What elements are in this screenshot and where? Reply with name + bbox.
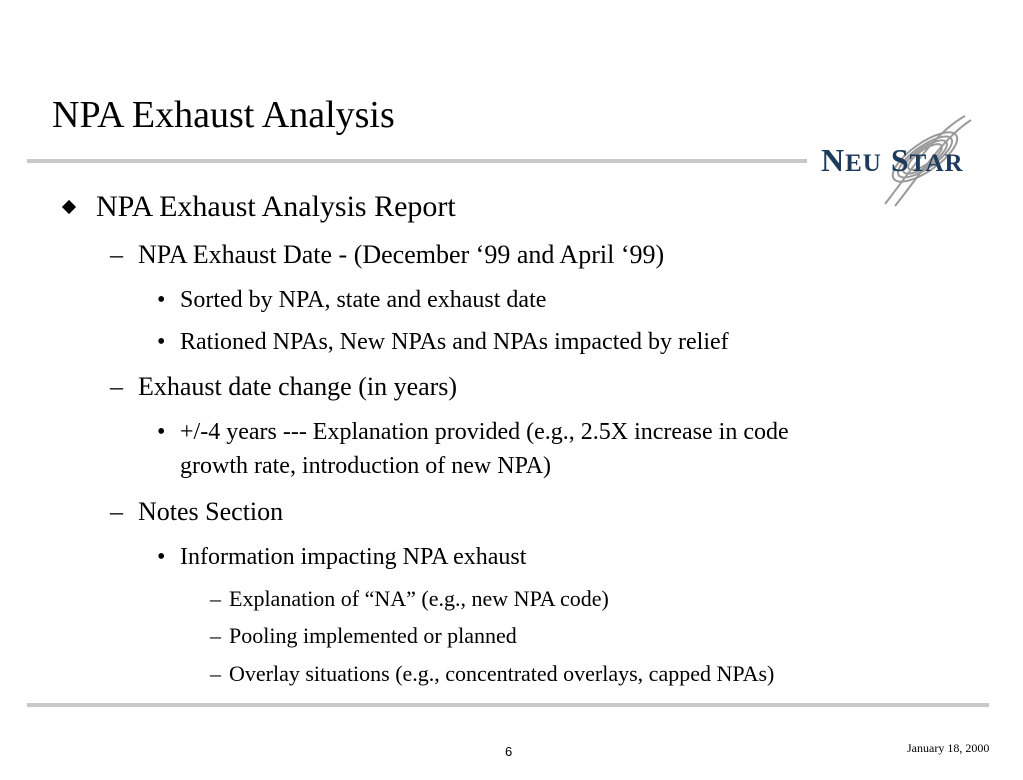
logo-wordmark: NEU STAR <box>821 142 964 178</box>
dash-marker: – <box>210 623 221 648</box>
dot-marker: • <box>157 419 166 445</box>
dash-marker: – <box>110 372 123 401</box>
dash-marker: – <box>110 497 123 526</box>
bullet-l3-years-line2: growth rate, introduction of new NPA) <box>180 453 552 479</box>
dot-marker: • <box>157 329 166 355</box>
bullet-l3-rationed: Rationed NPAs, New NPAs and NPAs impacted by relief <box>180 329 729 355</box>
bottom-divider <box>27 703 989 707</box>
dash-marker: – <box>210 661 221 686</box>
diamond-bullet-icon <box>62 200 76 214</box>
slide-title: NPA Exhaust Analysis <box>52 94 395 136</box>
top-divider <box>27 159 807 163</box>
bullet-l4-na: Explanation of “NA” (e.g., new NPA code) <box>229 586 609 611</box>
bullet-l1-report: NPA Exhaust Analysis Report <box>96 190 456 223</box>
dash-marker: – <box>110 240 123 269</box>
bullet-l2-exhaust-date: NPA Exhaust Date - (December ‘99 and April ‘99) <box>138 240 665 269</box>
bullet-l4-overlay: Overlay situations (e.g., concentrated overlays, capped NPAs) <box>229 661 775 686</box>
bullet-l3-sorted: Sorted by NPA, state and exhaust date <box>180 287 547 313</box>
bullet-l2-notes: Notes Section <box>138 497 284 526</box>
footer-date: January 18, 2000 <box>907 741 990 755</box>
bullet-l4-pooling: Pooling implemented or planned <box>229 623 517 648</box>
neustar-logo <box>815 112 995 208</box>
bullet-l3-info: Information impacting NPA exhaust <box>180 544 527 570</box>
dot-marker: • <box>157 287 166 313</box>
dot-marker: • <box>157 544 166 570</box>
bullet-l2-date-change: Exhaust date change (in years) <box>138 372 458 401</box>
dash-marker: – <box>210 586 221 611</box>
page-number: 6 <box>505 744 513 759</box>
bullet-l3-years-line1: +/-4 years --- Explanation provided (e.g., 2.5X increase in code <box>180 419 789 445</box>
